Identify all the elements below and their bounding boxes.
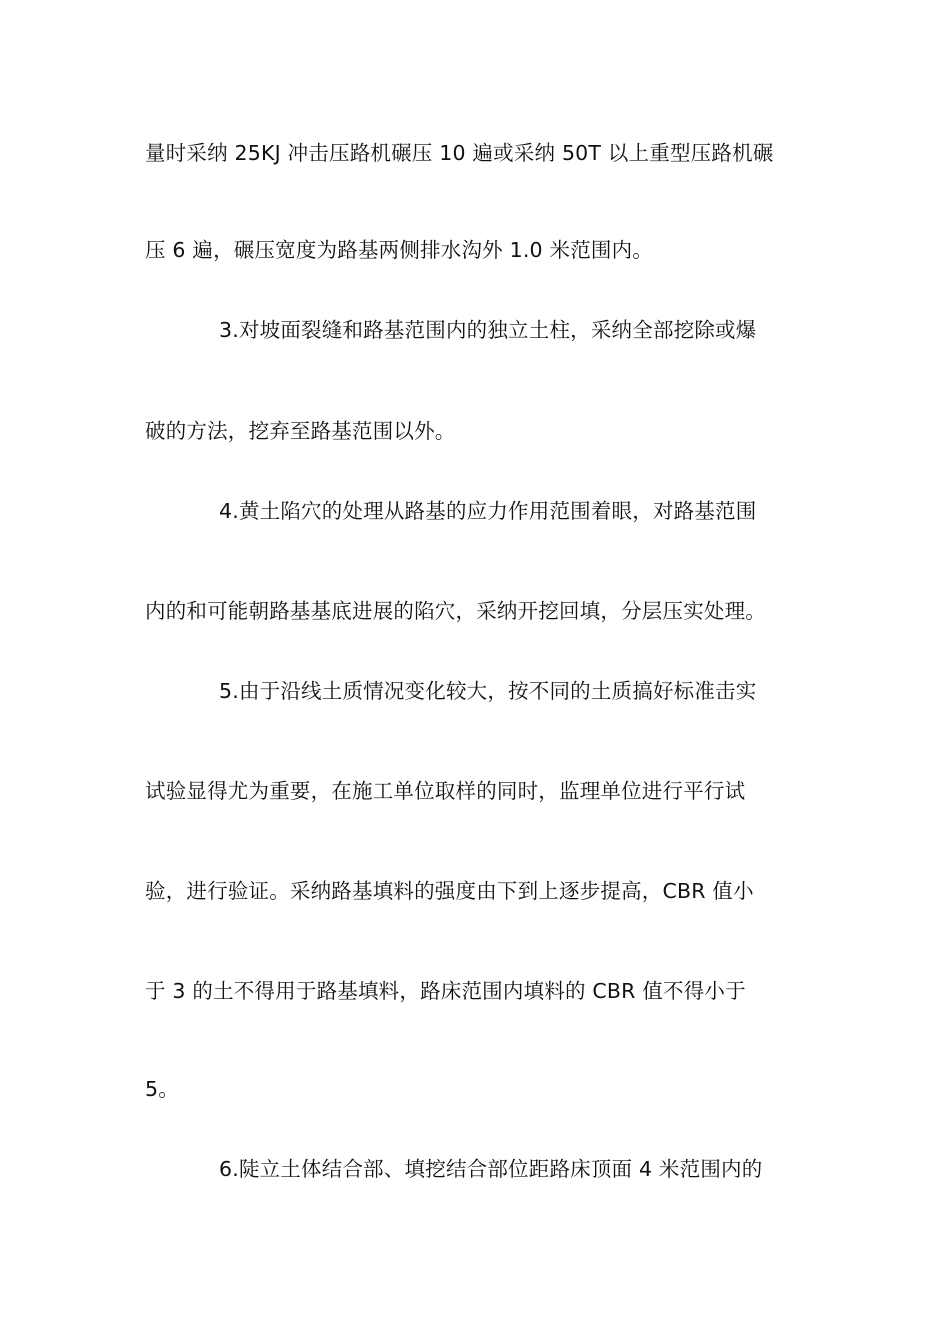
- paragraph-line-item-4: 4.黄土陷穴的处理从路基的应力作用范围着眼，对路基范围: [219, 499, 757, 523]
- paragraph-line: 验，进行验证。采纳路基填料的强度由下到上逐步提高，CBR 值小: [145, 879, 754, 903]
- paragraph-line: 试验显得尤为重要，在施工单位取样的同时，监理单位进行平行试: [145, 779, 746, 803]
- paragraph-line-item-6: 6.陡立土体结合部、填挖结合部位距路床顶面 4 米范围内的: [219, 1157, 763, 1181]
- paragraph-line: 内的和可能朝路基基底进展的陷穴，采纳开挖回填，分层压实处理。: [145, 599, 766, 623]
- paragraph-line: 破的方法，挖弃至路基范围以外。: [145, 419, 456, 443]
- paragraph-line-item-5: 5.由于沿线土质情况变化较大，按不同的土质搞好标准击实: [219, 679, 757, 703]
- paragraph-line: 于 3 的土不得用于路基填料，路床范围内填料的 CBR 值不得小于: [145, 979, 746, 1003]
- paragraph-line: 量时采纳 25KJ 冲击压路机碾压 10 遍或采纳 50T 以上重型压路机碾: [145, 141, 774, 165]
- paragraph-line: 5。: [145, 1077, 179, 1101]
- paragraph-line: 压 6 遍，碾压宽度为路基两侧排水沟外 1.0 米范围内。: [145, 238, 654, 262]
- paragraph-line-item-3: 3.对坡面裂缝和路基范围内的独立土柱，采纳全部挖除或爆: [219, 318, 757, 342]
